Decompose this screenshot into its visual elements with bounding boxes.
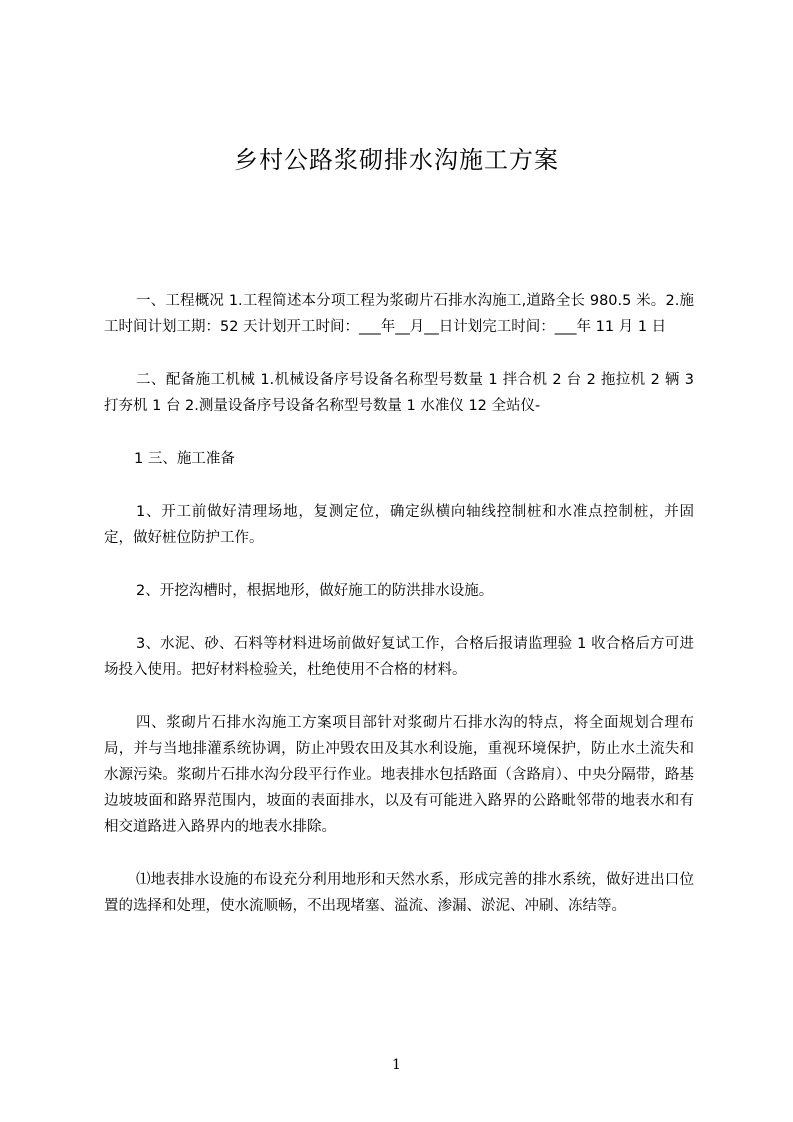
paragraph-construction-plan: 四、浆砌片石排水沟施工方案项目部针对浆砌片石排水沟的特点，将全面规划合理布局，并与当地排灌系统协调，防止冲毁农田及其水利设施，重视环境保护，防止水土流失和水源污染。浆砌片石排水沟分段平行作业。地表排水包括路面（含路肩）、中央分隔带，路基边坡坡面和路界范围内，坡面的表面排水，以及有可能进入路界的公路毗邻带的地表水和有相交道路进入路界内的地表水排除。 — [104, 715, 694, 835]
paragraph-project-overview: 一、工程概况 1.工程简述本分项工程为浆砌片石排水沟施工,道路全长 980.5 米。2.施工时间计划工期：52 天计划开工时间：___年__月__日计划完工时间：___年 11 月 1 日 — [104, 293, 694, 335]
document-body — [104, 288, 694, 946]
paragraph-equipment: 二、配备施工机械 1.机械设备序号设备名称型号数量 1 拌合机 2 台 2 拖拉机 2 辆 3 打夯机 1 台 2.测量设备序号设备名称型号数量 1 水准仪 12 全站仪- — [104, 372, 694, 414]
paragraph-preparation-heading: 1 三、施工准备 — [134, 451, 235, 467]
paragraph-surface-drainage: ⑴地表排水设施的布设充分利用地形和天然水系，形成完善的排水系统，做好进出口位置的选择和处理，使水流顺畅，不出现堵塞、溢流、渗漏、淤泥、冲刷、冻结等。 — [104, 872, 694, 914]
paragraph-preparation-1: 1、开工前做好清理场地，复测定位，确定纵横向轴线控制桩和水准点控制桩，并固定，做好桩位防护工作。 — [104, 504, 694, 546]
document-title: 乡村公路浆砌排水沟施工方案 — [234, 146, 559, 174]
page-number: 1 — [392, 1057, 401, 1073]
paragraph-preparation-2: 2、开挖沟槽时，根据地形，做好施工的防洪排水设施。 — [136, 583, 494, 599]
paragraph-preparation-3: 3、水泥、砂、石料等材料进场前做好复试工作，合格后报请监理验 1 收合格后方可进场投入使用。把好材料检验关，杜绝使用不合格的材料。 — [104, 636, 694, 678]
